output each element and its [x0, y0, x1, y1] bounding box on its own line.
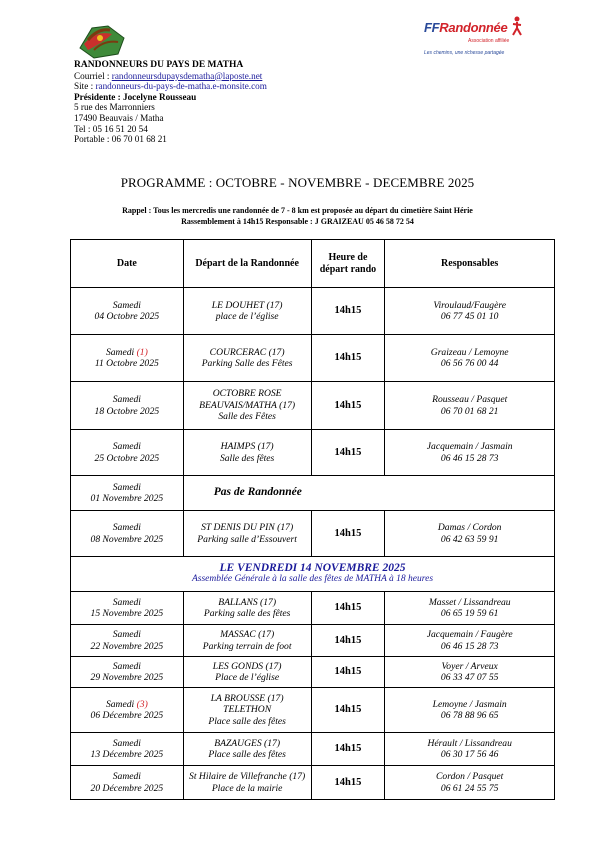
- depart-cell: LA BROUSSE (17) TELETHON Place salle des fêtes: [183, 688, 311, 733]
- depart-cell: OCTOBRE ROSE BEAUVAIS/MATHA (17) Salle des Fêtes: [183, 382, 311, 430]
- ffr-tagline: Les chemins, une richesse partagée: [424, 50, 505, 56]
- table-header-row: [71, 240, 555, 288]
- hour-cell: 14h15: [311, 288, 385, 335]
- special-event-title: LE VENDREDI 14 NOVEMBRE 2025: [219, 561, 406, 574]
- president: Présidente : Jocelyne Rousseau: [74, 91, 197, 102]
- header-responsables: Responsables: [385, 240, 555, 288]
- club-info: [74, 60, 267, 145]
- site-link[interactable]: randonneurs-du-pays-de-matha.e-monsite.com: [95, 81, 267, 92]
- ffrandonnee-logo: [424, 16, 524, 66]
- responsables-cell: Rousseau / Pasquet 06 70 01 68 21: [385, 382, 555, 430]
- depart-cell: LE DOUHET (17) place de l’église: [183, 288, 311, 335]
- table-row: [71, 733, 555, 766]
- mobile: Portable : 06 70 01 68 21: [74, 134, 167, 145]
- depart-cell: ST DENIS DU PIN (17) Parking salle d’Essouvert: [183, 511, 311, 557]
- date-cell: Samedi 20 Décembre 2025: [71, 766, 184, 800]
- special-event-row: [71, 557, 555, 592]
- ffr-brand-text: FFRandonnée: [424, 20, 508, 35]
- responsables-cell: Jacquemain / Faugère 06 46 15 28 73: [385, 625, 555, 657]
- date-cell: Samedi 25 Octobre 2025: [71, 430, 184, 476]
- site-line: Site : randonneurs-du-pays-de-matha.e-monsite.com: [74, 81, 267, 92]
- address-line-1: 5 rue des Marronniers: [74, 102, 155, 113]
- rappel-line-2: Rassemblement à 14h15 Responsable : J GRAIZEAU 05 46 58 72 54: [181, 217, 414, 226]
- date-cell: Samedi 13 Décembre 2025: [71, 733, 184, 766]
- table-row: [71, 688, 555, 733]
- email-line: Courriel : randonneursdupaysdematha@laposte.net: [74, 70, 263, 81]
- header-date: Date: [71, 240, 184, 288]
- table-row: [71, 430, 555, 476]
- table-row: [71, 288, 555, 335]
- date-cell: Samedi 08 Novembre 2025: [71, 511, 184, 557]
- date-cell: Samedi 22 Novembre 2025: [71, 625, 184, 657]
- special-event-subtitle: Assemblée Générale à la salle des fêtes de MATHA à 18 heures: [191, 574, 434, 584]
- date-cell: Samedi (3) 06 Décembre 2025: [71, 688, 184, 733]
- responsables-cell: Graizeau / Lemoyne 06 56 76 00 44: [385, 335, 555, 382]
- date-cell: Samedi 04 Octobre 2025: [71, 288, 184, 335]
- table-row: [71, 382, 555, 430]
- hour-cell: 14h15: [311, 511, 385, 557]
- date-cell: Samedi (1) 11 Octobre 2025: [71, 335, 184, 382]
- table-row: [71, 592, 555, 625]
- hour-cell: 14h15: [311, 766, 385, 800]
- depart-cell: HAIMPS (17) Salle des fêtes: [183, 430, 311, 476]
- table-row: [71, 476, 555, 511]
- depart-cell: MASSAC (17) Parking terrain de foot: [183, 625, 311, 657]
- depart-cell: BALLANS (17) Parking salle des fêtes: [183, 592, 311, 625]
- responsables-cell: Masset / Lissandreau 06 65 19 59 61: [385, 592, 555, 625]
- address-line-2: 17490 Beauvais / Matha: [74, 112, 164, 123]
- hour-cell: 14h15: [311, 430, 385, 476]
- table-row: [71, 766, 555, 800]
- header-heure: Heure de départ rando: [311, 240, 385, 288]
- date-cell: Samedi 29 Novembre 2025: [71, 657, 184, 688]
- depart-cell: St Hilaire de Villefranche (17) Place de la mairie: [183, 766, 311, 800]
- no-hike-cell: Pas de Randonnée: [183, 476, 554, 511]
- responsables-cell: Voyer / Arveux 06 33 47 07 55: [385, 657, 555, 688]
- hour-cell: 14h15: [311, 657, 385, 688]
- responsables-cell: Cordon / Pasquet 06 61 24 55 75: [385, 766, 555, 800]
- club-name: RANDONNEURS DU PAYS DE MATHA: [74, 60, 244, 70]
- date-cell: Samedi 01 Novembre 2025: [71, 476, 184, 511]
- responsables-cell: Jacquemain / Jasmain 06 46 15 28 73: [385, 430, 555, 476]
- table-row: [71, 335, 555, 382]
- note-mark: (1): [136, 346, 148, 358]
- hour-cell: 14h15: [311, 592, 385, 625]
- page-title: PROGRAMME : OCTOBRE - NOVEMBRE - DECEMBRE 2025: [120, 175, 475, 190]
- table-row: [71, 511, 555, 557]
- depart-cell: COURCERAC (17) Parking Salle des Fêtes: [183, 335, 311, 382]
- hour-cell: 14h15: [311, 335, 385, 382]
- hiker-icon: [510, 16, 524, 36]
- table-row: [71, 657, 555, 688]
- hour-cell: 14h15: [311, 382, 385, 430]
- header-depart: Départ de la Randonnée: [183, 240, 311, 288]
- responsables-cell: Lemoyne / Jasmain 06 78 88 96 65: [385, 688, 555, 733]
- ffr-subtitle: Association affiliée: [468, 38, 510, 44]
- hour-cell: 14h15: [311, 688, 385, 733]
- hour-cell: 14h15: [311, 733, 385, 766]
- hour-cell: 14h15: [311, 625, 385, 657]
- responsables-cell: Damas / Cordon 06 42 63 59 91: [385, 511, 555, 557]
- responsables-cell: Viroulaud/Faugère 06 77 45 01 10: [385, 288, 555, 335]
- email-link[interactable]: randonneursdupaysdematha@laposte.net: [111, 70, 263, 81]
- rappel-note: [40, 205, 555, 227]
- depart-cell: BAZAUGES (17) Place salle des fêtes: [183, 733, 311, 766]
- rappel-line-1: Rappel : Tous les mercredis une randonnée de 7 - 8 km est proposée au départ du cimetière Saint Hérie: [122, 206, 473, 215]
- phone: Tel : 05 16 51 20 54: [74, 123, 148, 134]
- date-cell: Samedi 18 Octobre 2025: [71, 382, 184, 430]
- date-cell: Samedi 15 Novembre 2025: [71, 592, 184, 625]
- table-row: [71, 625, 555, 657]
- club-logo: [74, 20, 128, 60]
- programme-table: [70, 239, 555, 800]
- depart-cell: LES GONDS (17) Place de l’église: [183, 657, 311, 688]
- note-mark: (3): [136, 698, 148, 710]
- responsables-cell: Hérault / Lissandreau 06 30 17 56 46: [385, 733, 555, 766]
